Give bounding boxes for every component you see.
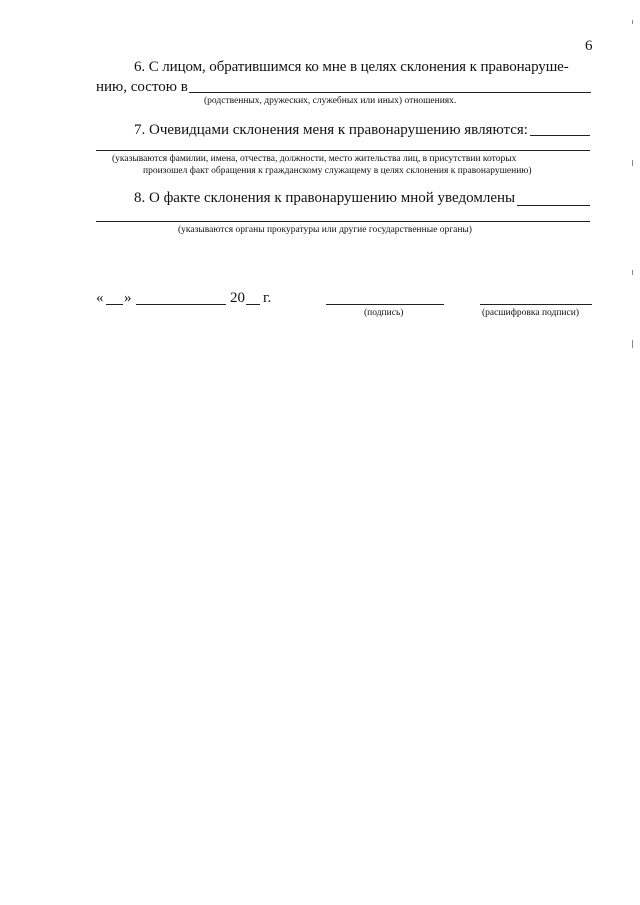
signature-transcript-caption: (расшифровка подписи)	[482, 308, 579, 318]
scan-edge-mark	[632, 20, 633, 24]
item-6-line-2: нию, состою в	[96, 79, 188, 95]
scan-edge-mark	[632, 160, 633, 166]
date-day-blank	[106, 304, 123, 305]
item-7-caption-1: (указываются фамилии, имена, отчества, должности, место жительства лиц, в присутствии которых	[112, 154, 517, 164]
scan-edge-mark	[632, 340, 633, 348]
item-7-witnesses-blank-inline	[530, 135, 590, 136]
signature-blank	[326, 304, 444, 305]
signature-transcript-blank	[480, 304, 592, 305]
item-6-caption: (родственных, дружеских, служебных или иных) отношениях.	[204, 96, 457, 106]
page-number: 6	[585, 38, 593, 54]
scan-edge-mark	[632, 270, 633, 275]
date-month-blank	[136, 304, 226, 305]
item-8-line-1: 8. О факте склонения к правонарушению мной уведомлены	[134, 190, 516, 206]
date-open-quote: «	[96, 290, 104, 306]
item-8-caption: (указываются органы прокуратуры или другие государственные органы)	[178, 225, 472, 235]
item-7-caption-2: произошел факт обращения к гражданскому служащему в целях склонения к правонарушению)	[143, 166, 532, 176]
item-7-line-1: 7. Очевидцами склонения меня к правонарушению являются:	[134, 122, 528, 138]
date-close-quote: »	[124, 290, 132, 306]
item-8-authorities-blank-inline	[517, 205, 590, 206]
date-year-blank	[246, 304, 260, 305]
item-6-relation-blank	[189, 92, 591, 93]
date-year-prefix: 20	[230, 290, 245, 306]
signature-caption: (подпись)	[364, 308, 404, 318]
item-8-authorities-blank-full	[96, 221, 590, 222]
item-6-line-1: 6. С лицом, обратившимся ко мне в целях склонения к правонаруше-	[134, 59, 569, 75]
item-7-witnesses-blank-full	[96, 150, 590, 151]
date-year-suffix: г.	[263, 290, 272, 306]
